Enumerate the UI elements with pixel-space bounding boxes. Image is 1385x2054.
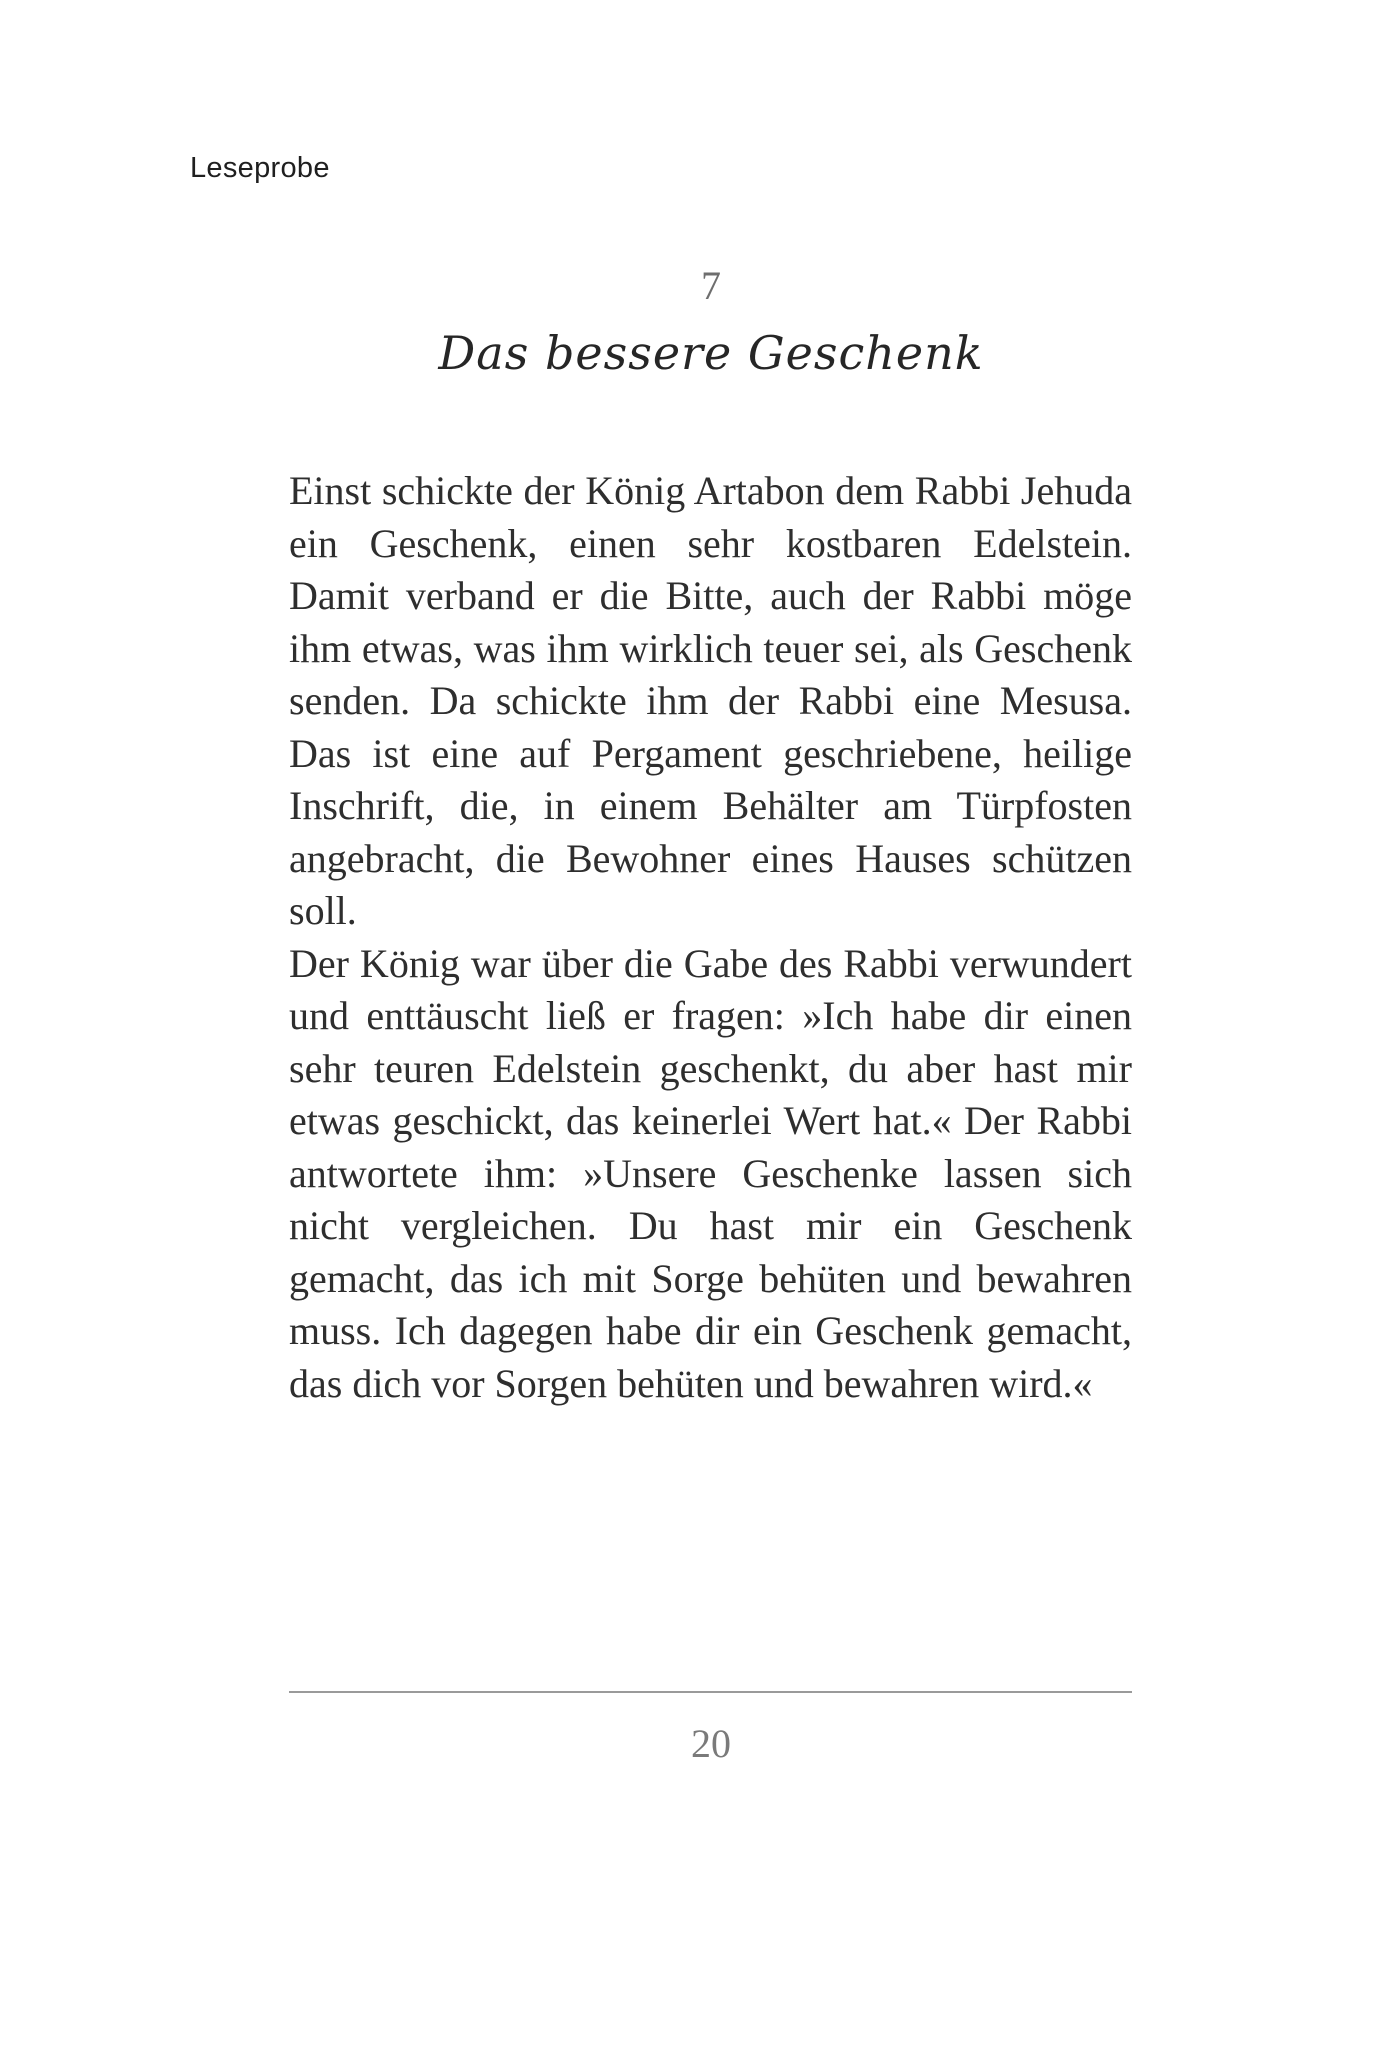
story-text [289,465,1132,1410]
header-label: Leseprobe [190,152,330,184]
page-number: 20 [691,1721,731,1766]
chapter-number: 7 [701,263,721,308]
footer-divider [289,1691,1132,1693]
paragraph: Der König war über die Gabe des Rabbi verwundert und enttäuscht ließ er fragen: »Ich habe dir einen sehr teuren Edelstein geschenkt, du aber hast mir etwas geschickt, das keinerlei Wert hat.« Der Rabbi antwortete ihm: »Unsere Geschenke lassen sich nicht vergleichen. Du hast mir ein Geschenk gemacht, das ich mit Sorge behüten und bewahren muss. Ich dagegen habe dir ein Geschenk gemacht, das dich vor Sorgen behüten und bewahren wird.« [289,940,1132,1406]
paragraph: Einst schickte der König Artabon dem Rabbi Jehuda ein Geschenk, einen sehr kostbaren Edelstein. Damit verband er die Bitte, auch der Rabbi möge ihm etwas, was ihm wirklich teuer sei, als Geschenk senden. Da schickte ihm der Rabbi eine Mesusa. Das ist eine auf Pergament geschriebene, heilige Inschrift, die, in einem Behälter am Türpfosten angebracht, die Bewohner eines Hauses schützen soll. [289,468,1132,933]
chapter-title: Das bessere Geschenk [438,326,984,380]
